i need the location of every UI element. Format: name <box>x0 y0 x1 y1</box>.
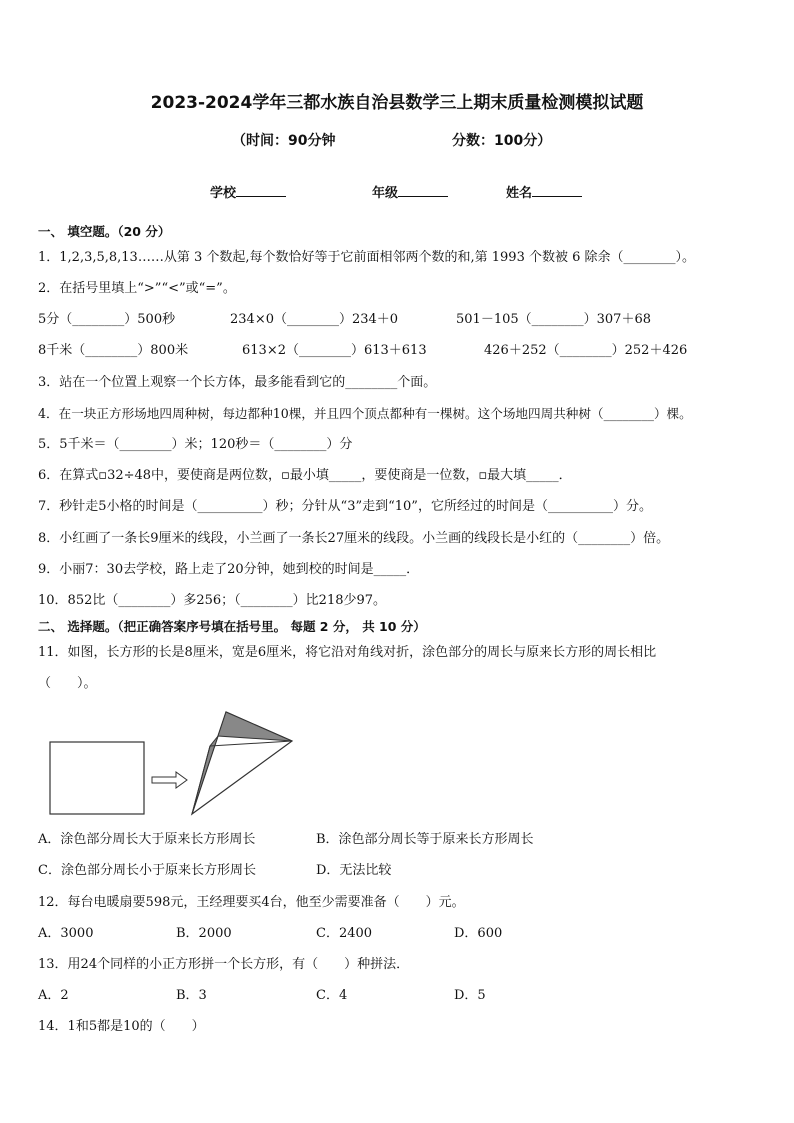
question: 10．852比（________）多256；（________）比218少97。 <box>38 593 387 608</box>
grade-label: 年级 <box>372 186 399 201</box>
compare-item: 234×0（________）234＋0 <box>230 312 399 327</box>
option[interactable]: B．涂色部分周长等于原来长方形周长 <box>316 832 534 847</box>
option[interactable]: D．5 <box>454 988 486 1003</box>
arrow-right-icon <box>152 772 187 788</box>
option[interactable]: D．无法比较 <box>316 863 392 878</box>
score-label: 分数：100分） <box>452 133 552 149</box>
compare-item: 5分（________）500秒 <box>38 312 176 327</box>
time-label: （时间：90分钟 <box>232 133 336 149</box>
question: 5．5千米＝（________）米；120秒＝（________）分 <box>38 437 353 452</box>
name-blank[interactable] <box>532 184 582 197</box>
question: 14．1和5都是10的（ ） <box>38 1019 205 1034</box>
option[interactable]: C．涂色部分周长小于原来长方形周长 <box>38 863 256 878</box>
option[interactable]: A．涂色部分周长大于原来长方形周长 <box>38 832 256 847</box>
compare-item: 613×2（________）613＋613 <box>242 343 427 358</box>
question: 13．用24个同样的小正方形拼一个长方形，有（ ）种拼法． <box>38 957 410 972</box>
grade-field[interactable] <box>372 182 448 201</box>
option[interactable]: C．2400 <box>316 926 373 941</box>
question: 8．小红画了一条长9厘米的线段，小兰画了一条长27厘米的线段。小兰画的线段长是小红的（________）倍。 <box>38 531 670 546</box>
question: 7．秒针走5小格的时间是（__________）秒；分针从“3”走到“10”，它所经过的时间是（__________）分。 <box>38 499 652 514</box>
section-heading: 二、 选择题。（把正确答案序号填在括号里。 每题 2 分， 共 10 分） <box>38 619 426 634</box>
question: 3．站在一个位置上观察一个长方体，最多能看到它的________个面。 <box>38 375 437 390</box>
question: 2．在括号里填上“>”“<”或“=”。 <box>38 281 236 296</box>
compare-item: 426＋252（________）252＋426 <box>484 343 688 358</box>
question: 11．如图，长方形的长是8厘米，宽是6厘米，将它沿对角线对折，涂色部分的周长与原来长方形的周长相比 <box>38 645 657 660</box>
question: 4．在一块正方形场地四周种树，每边都种10棵，并且四个顶点都种有一棵树。这个场地四周共种树（________）棵。 <box>38 406 692 421</box>
school-field[interactable] <box>210 182 286 201</box>
compare-item: 8千米（________）800米 <box>38 343 189 358</box>
name-field[interactable] <box>506 182 582 201</box>
option[interactable]: A．2 <box>38 988 69 1003</box>
option[interactable]: A．3000 <box>38 926 94 941</box>
shaded-region <box>218 712 292 741</box>
section-heading: 一、 填空题。（20 分） <box>38 224 171 239</box>
school-label: 学校 <box>210 186 237 201</box>
question: 1．1,2,3,5,8,13……从第 3 个数起,每个数恰好等于它前面相邻两个数的和,第 1993 个数被 6 除余（________）。 <box>38 250 696 265</box>
question: 12．每台电暖扇要598元，王经理要买4台，他至少需要准备（ ）元。 <box>38 895 465 910</box>
question: 6．在算式▫32÷48中，要使商是两位数，▫最小填_____，要使商是一位数，▫最大填_____． <box>38 468 572 483</box>
rectangle-shape <box>50 742 144 814</box>
option[interactable]: D．600 <box>454 926 503 941</box>
compare-item: 501－105（________）307＋68 <box>456 312 651 327</box>
name-label: 姓名 <box>506 186 533 201</box>
grade-blank[interactable] <box>398 184 448 197</box>
fold-figure <box>44 708 304 818</box>
option[interactable]: B．3 <box>176 988 207 1003</box>
question: 9．小丽7：30去学校，路上走了20分钟，她到校的时间是_____． <box>38 562 420 577</box>
school-blank[interactable] <box>236 184 286 197</box>
page-title: 2023-2024学年三都水族自治县数学三上期末质量检测模拟试题 <box>150 93 644 113</box>
option[interactable]: C．4 <box>316 988 348 1003</box>
question: （ ）。 <box>38 676 97 691</box>
option[interactable]: B．2000 <box>176 926 232 941</box>
